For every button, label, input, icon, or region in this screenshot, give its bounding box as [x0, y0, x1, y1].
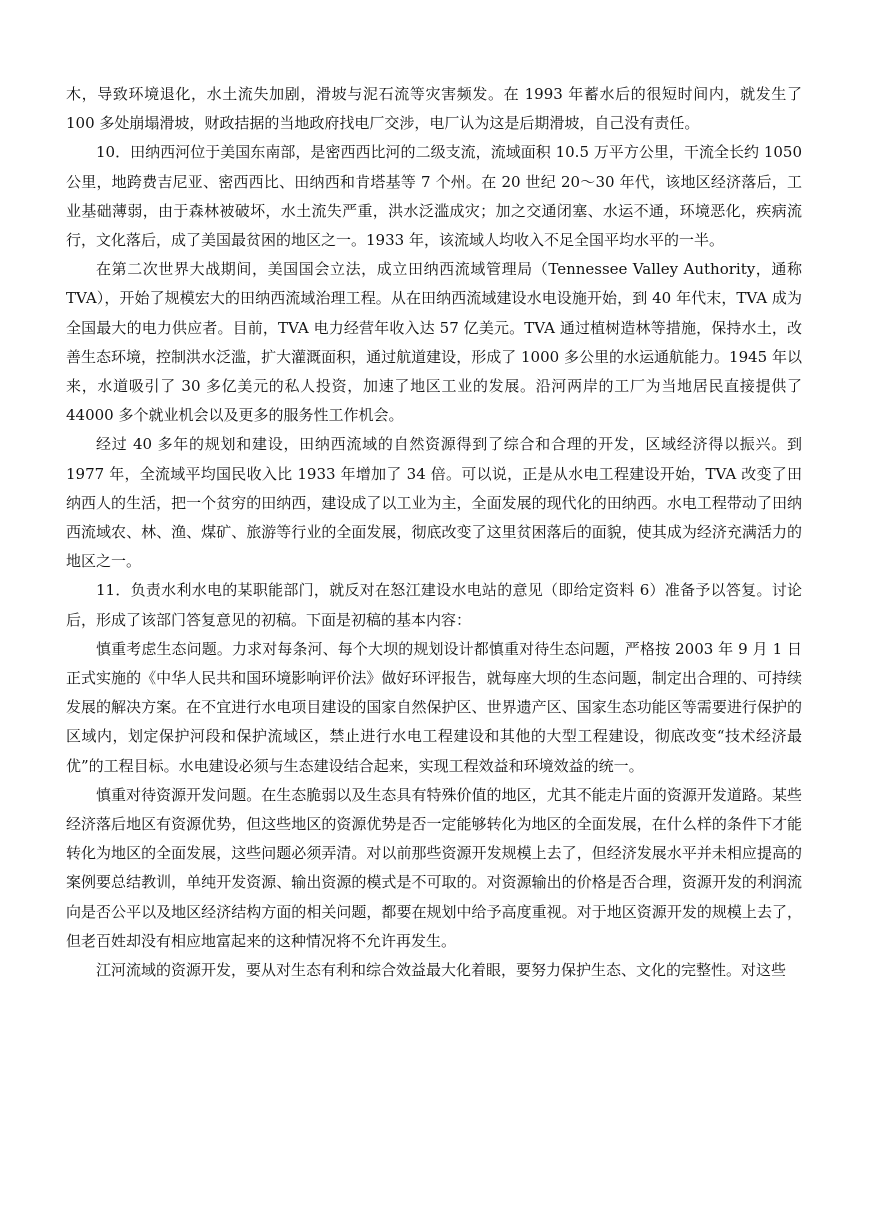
- document-page: [66, 80, 802, 985]
- paragraph-continuation: 木，导致环境退化，水土流失加剧，滑坡与泥石流等灾害频发。在 1993 年蓄水后的很短时间内，就发生了 100 多处崩塌滑坡，财政拮据的当地政府找电厂交涉，电厂认为这是后期滑坡，自己没有责任。: [66, 85, 802, 133]
- paragraph-item-11-response: 11．负责水利水电的某职能部门，就反对在怒江建设水电站的意见（即给定资料 6）准备予以答复。讨论后，形成了该部门答复意见的初稿。下面是初稿的基本内容：: [66, 581, 802, 629]
- paragraph-ecology: 慎重考虑生态问题。力求对每条河、每个大坝的规划设计都慎重对待生态问题，严格按 2003 年 9 月 1 日正式实施的《中华人民共和国环境影响评价法》做好环评报告，就每座大坝的生态问题，制定出合理的、可持续发展的解决方案。在不宜进行水电项目建设的国家自然保护区、世界遗产区、国家生态功能区等需要进行保护的区域内，划定保护河段和保护流域区，禁止进行水电工程建设和其他的大型工程建设，彻底改变“技术经济最优”的工程目标。水电建设必须与生态建设结合起来，实现工程效益和环境效益的统一。: [66, 639, 802, 775]
- paragraph-resource-development: 慎重对待资源开发问题。在生态脆弱以及生态具有特殊价值的地区，尤其不能走片面的资源开发道路。某些经济落后地区有资源优势，但这些地区的资源优势是否一定能够转化为地区的全面发展，在什么样的条件下才能转化为地区的全面发展，这些问题必须弄清。对以前那些资源开发规模上去了，但经济发展水平并未相应提高的案例要总结教训，单纯开发资源、输出资源的模式是不可取的。对资源输出的价格是否合理，资源开发的利润流向是否公平以及地区经济结构方面的相关问题，都要在规划中给予高度重视。对于地区资源开发的规模上去了，但老百姓却没有相应地富起来的这种情况将不允许再发生。: [66, 785, 802, 950]
- paragraph-river-basin: 江河流域的资源开发，要从对生态有利和综合效益最大化着眼，要努力保护生态、文化的完整性。对这些: [96, 961, 787, 980]
- paragraph-tva-results: 经过 40 多年的规划和建设，田纳西流域的自然资源得到了综合和合理的开发，区域经济得以振兴。到 1977 年，全流域平均国民收入比 1933 年增加了 34 倍。可以说，正是从水电工程建设开始，TVA 改变了田纳西人的生活，把一个贫穷的田纳西，建设成了以工业为主，全面发展的现代化的田纳西。水电工程带动了田纳西流域农、林、渔、煤矿、旅游等行业的全面发展，彻底改变了这里贫困落后的面貌，使其成为经济充满活力的地区之一。: [66, 435, 802, 571]
- paragraph-tva-founding: 在第二次世界大战期间，美国国会立法，成立田纳西流域管理局（Tennessee Valley Authority，通称 TVA），开始了规模宏大的田纳西流域治理工程。从在田纳西流域建设水电设施开始，到 40 年代末，TVA 成为全国最大的电力供应者。目前，TVA 电力经营年收入达 57 亿美元。TVA 通过植树造林等措施，保持水土，改善生态环境，控制洪水泛滥，扩大灌溉面积，通过航道建设，形成了 1000 多公里的水运通航能力。1945 年以来，水道吸引了 30 多亿美元的私人投资，加速了地区工业的发展。沿河两岸的工厂为当地居民直接提供了 44000 多个就业机会以及更多的服务性工作机会。: [66, 260, 802, 425]
- paragraph-item-10-tennessee: 10．田纳西河位于美国东南部，是密西西比河的二级支流，流域面积 10.5 万平方公里，干流全长约 1050 公里，地跨费吉尼亚、密西西比、田纳西和肯塔基等 7 个州。在 20 世纪 20～30 年代，该地区经济落后，工业基础薄弱，由于森林被破坏，水土流失严重，洪水泛滥成灾；加之交通闭塞、水运不通，环境恶化，疾病流行，文化落后，成了美国最贫困的地区之一。1933 年，该流域人均收入不足全国平均水平的一半。: [66, 143, 802, 250]
